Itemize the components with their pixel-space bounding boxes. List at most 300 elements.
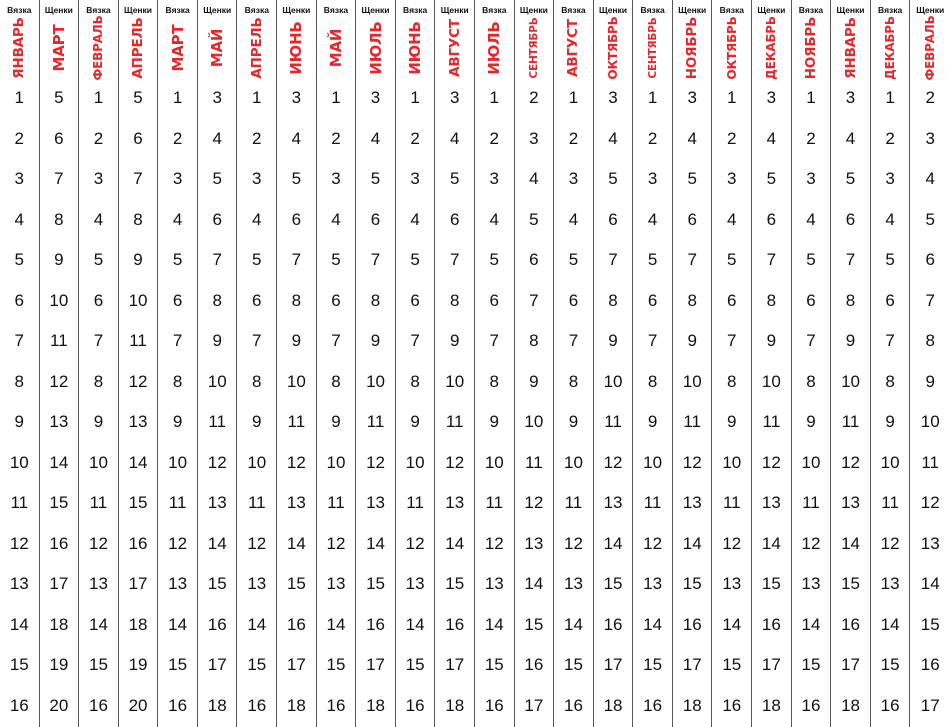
day-number: 4 xyxy=(14,209,25,229)
day-number: 11 xyxy=(525,452,543,472)
day-number: 6 xyxy=(608,209,618,229)
calendar-column xyxy=(633,0,673,727)
day-number: 1 xyxy=(568,88,579,107)
day-number: 9 xyxy=(133,250,143,269)
month-label: ФЕВРАЛЬ xyxy=(923,15,938,81)
day-number: 1 xyxy=(885,88,895,107)
day-number: 17 xyxy=(445,655,465,674)
day-number: 7 xyxy=(568,331,579,350)
day-number: 8 xyxy=(925,331,935,350)
day-number: 11 xyxy=(881,493,899,512)
column-header: Вязка xyxy=(482,5,507,15)
day-number: 9 xyxy=(806,412,816,431)
day-number: 8 xyxy=(885,371,895,391)
day-number: 13 xyxy=(841,493,860,512)
day-number: 8 xyxy=(212,290,222,310)
day-number: 13 xyxy=(524,533,544,553)
day-number: 8 xyxy=(370,290,381,310)
day-number: 5 xyxy=(885,250,895,269)
day-number: 11 xyxy=(841,412,860,431)
day-number: 17 xyxy=(761,655,781,674)
day-number: 12 xyxy=(405,533,425,553)
day-number: 10 xyxy=(286,371,306,391)
day-number: 12 xyxy=(880,533,900,553)
day-number: 11 xyxy=(168,493,187,512)
day-number: 14 xyxy=(643,614,663,634)
day-number: 4 xyxy=(331,209,341,229)
day-number: 6 xyxy=(687,209,697,229)
day-number: 8 xyxy=(727,371,737,391)
day-number: 1 xyxy=(93,88,104,107)
column-header: Щенки xyxy=(44,5,73,15)
day-number: 8 xyxy=(608,290,618,310)
day-number: 8 xyxy=(806,371,816,391)
day-number: 16 xyxy=(9,695,29,715)
day-number: 7 xyxy=(766,250,777,269)
day-number: 4 xyxy=(687,128,697,148)
day-number: 8 xyxy=(54,209,64,229)
day-number: 4 xyxy=(489,209,500,229)
day-number: 9 xyxy=(331,412,341,431)
day-number: 9 xyxy=(54,250,64,269)
day-number: 6 xyxy=(449,209,460,229)
day-number: 15 xyxy=(405,655,425,674)
month-label: АВГУСТ xyxy=(446,19,463,77)
calendar-column xyxy=(356,0,396,727)
day-number: 7 xyxy=(212,250,222,269)
column-header: Вязка xyxy=(323,5,349,15)
day-number: 19 xyxy=(49,655,69,674)
month-label: СЕНТЯБРЬ xyxy=(646,17,659,79)
day-number: 6 xyxy=(291,209,302,229)
day-number: 10 xyxy=(366,371,385,391)
day-number: 11 xyxy=(50,331,68,350)
day-number: 13 xyxy=(484,574,504,593)
day-number: 16 xyxy=(445,614,465,634)
day-number: 14 xyxy=(841,533,860,553)
day-number: 10 xyxy=(761,371,781,391)
day-number: 11 xyxy=(604,412,622,431)
day-number: 14 xyxy=(207,533,227,553)
column-header: Щенки xyxy=(916,5,945,15)
day-number: 12 xyxy=(841,452,860,472)
day-number: 16 xyxy=(603,614,623,634)
day-number: 7 xyxy=(14,331,25,350)
column-header: Вязка xyxy=(719,5,744,15)
day-number: 6 xyxy=(252,290,262,310)
day-number: 10 xyxy=(722,452,742,472)
day-number: 6 xyxy=(925,250,935,269)
day-number: 15 xyxy=(880,655,900,674)
day-number: 14 xyxy=(247,614,267,634)
column-header: Щенки xyxy=(519,5,548,15)
month-label: МАРТ xyxy=(168,24,187,72)
day-number: 11 xyxy=(129,331,147,350)
day-number: 15 xyxy=(247,655,267,674)
calendar-column xyxy=(871,0,911,727)
day-number: 11 xyxy=(762,412,781,431)
column-header: Вязка xyxy=(402,5,428,15)
day-number: 16 xyxy=(761,614,781,634)
day-number: 16 xyxy=(247,695,267,715)
day-number: 14 xyxy=(168,614,188,634)
day-number: 15 xyxy=(524,614,544,634)
day-number: 17 xyxy=(286,655,306,674)
day-number: 13 xyxy=(168,574,188,593)
day-number: 6 xyxy=(845,209,856,229)
day-number: 5 xyxy=(727,250,737,269)
day-number: 7 xyxy=(885,331,895,350)
day-number: 4 xyxy=(925,169,935,188)
day-number: 9 xyxy=(766,331,777,350)
month-label: ИЮНЬ xyxy=(287,21,306,75)
calendar-column xyxy=(119,0,159,727)
month-label: НОЯБРЬ xyxy=(802,16,819,80)
day-number: 9 xyxy=(687,331,697,350)
day-number: 5 xyxy=(172,250,183,269)
month-label: ДЕКАБРЬ xyxy=(764,16,779,80)
day-number: 12 xyxy=(920,493,940,512)
day-number: 9 xyxy=(93,412,104,431)
day-number: 2 xyxy=(885,128,895,148)
day-number: 10 xyxy=(643,452,663,472)
day-number: 10 xyxy=(9,452,29,472)
day-number: 7 xyxy=(252,331,262,350)
day-number: 5 xyxy=(925,209,935,229)
day-number: 3 xyxy=(925,128,935,148)
day-number: 12 xyxy=(326,533,346,553)
day-number: 17 xyxy=(128,574,148,593)
day-number: 16 xyxy=(405,695,425,715)
day-number: 17 xyxy=(682,655,702,674)
day-number: 1 xyxy=(14,88,25,107)
day-number: 6 xyxy=(766,209,777,229)
day-number: 12 xyxy=(366,452,385,472)
day-number: 15 xyxy=(722,655,742,674)
day-number: 7 xyxy=(410,331,420,350)
month-label: ИЮЛЬ xyxy=(485,21,504,75)
day-number: 2 xyxy=(568,128,579,148)
day-number: 9 xyxy=(885,412,895,431)
calendar-column xyxy=(554,0,594,727)
day-number: 12 xyxy=(128,371,148,391)
day-number: 11 xyxy=(10,493,29,512)
day-number: 8 xyxy=(845,290,856,310)
day-number: 9 xyxy=(449,331,460,350)
month-label: МАЙ xyxy=(208,28,227,68)
day-number: 18 xyxy=(682,695,702,715)
day-number: 4 xyxy=(806,209,816,229)
month-label: МАЙ xyxy=(326,28,345,68)
column-header: Вязка xyxy=(877,5,903,15)
day-number: 10 xyxy=(603,371,623,391)
day-number: 6 xyxy=(54,128,64,148)
month-label: АПРЕЛЬ xyxy=(130,17,147,79)
day-number: 2 xyxy=(647,128,658,148)
column-header: Вязка xyxy=(244,5,269,15)
day-number: 4 xyxy=(766,128,777,148)
day-number: 3 xyxy=(212,88,222,107)
calendar-column xyxy=(435,0,475,727)
day-number: 16 xyxy=(128,533,148,553)
day-number: 7 xyxy=(727,331,737,350)
day-number: 10 xyxy=(49,290,69,310)
day-number: 9 xyxy=(410,412,420,431)
day-number: 14 xyxy=(682,533,702,553)
day-number: 15 xyxy=(128,493,148,512)
month-label: ИЮЛЬ xyxy=(366,21,385,75)
day-number: 10 xyxy=(920,412,940,431)
day-number: 8 xyxy=(14,371,25,391)
day-number: 15 xyxy=(682,574,702,593)
calendar-column xyxy=(594,0,634,727)
day-number: 17 xyxy=(366,655,385,674)
day-number: 6 xyxy=(806,290,816,310)
day-number: 18 xyxy=(761,695,781,715)
day-number: 10 xyxy=(88,452,108,472)
calendar-column xyxy=(0,0,40,727)
day-number: 9 xyxy=(727,412,737,431)
day-number: 14 xyxy=(366,533,385,553)
day-number: 2 xyxy=(727,128,737,148)
day-number: 5 xyxy=(212,169,222,188)
day-number: 13 xyxy=(49,412,69,431)
day-number: 16 xyxy=(326,695,346,715)
day-number: 3 xyxy=(647,169,658,188)
day-number: 13 xyxy=(801,574,821,593)
day-number: 15 xyxy=(920,614,940,634)
day-number: 1 xyxy=(252,88,262,107)
day-number: 8 xyxy=(687,290,697,310)
day-number: 3 xyxy=(291,88,302,107)
day-number: 12 xyxy=(722,533,742,553)
calendar-column xyxy=(792,0,832,727)
day-number: 6 xyxy=(370,209,381,229)
day-number: 3 xyxy=(489,169,500,188)
day-number: 12 xyxy=(801,533,821,553)
calendar-column xyxy=(40,0,80,727)
day-number: 7 xyxy=(449,250,460,269)
day-number: 14 xyxy=(603,533,623,553)
day-number: 1 xyxy=(727,88,737,107)
day-number: 14 xyxy=(128,452,148,472)
day-number: 4 xyxy=(212,128,222,148)
day-number: 8 xyxy=(93,371,104,391)
day-number: 6 xyxy=(410,290,420,310)
day-number: 5 xyxy=(489,250,500,269)
month-label: СЕНТЯБРЬ xyxy=(527,17,540,79)
day-number: 5 xyxy=(608,169,618,188)
day-number: 10 xyxy=(207,371,227,391)
day-number: 4 xyxy=(291,128,302,148)
day-number: 11 xyxy=(247,493,266,512)
day-number: 9 xyxy=(608,331,618,350)
day-number: 12 xyxy=(445,452,465,472)
day-number: 11 xyxy=(89,493,108,512)
day-number: 16 xyxy=(168,695,188,715)
day-number: 6 xyxy=(568,290,579,310)
day-number: 17 xyxy=(49,574,69,593)
day-number: 13 xyxy=(9,574,29,593)
day-number: 13 xyxy=(643,574,663,593)
day-number: 9 xyxy=(568,412,579,431)
day-number: 5 xyxy=(93,250,104,269)
day-number: 10 xyxy=(326,452,346,472)
day-number: 5 xyxy=(529,209,539,229)
day-number: 13 xyxy=(286,493,306,512)
day-number: 14 xyxy=(524,574,544,593)
day-number: 5 xyxy=(687,169,697,188)
month-label: ОКТЯБРЬ xyxy=(606,16,621,80)
day-number: 13 xyxy=(761,493,781,512)
day-number: 6 xyxy=(14,290,25,310)
day-number: 9 xyxy=(370,331,381,350)
day-number: 16 xyxy=(722,695,742,715)
calendar-column xyxy=(910,0,950,727)
day-number: 18 xyxy=(207,695,227,715)
day-number: 14 xyxy=(405,614,425,634)
day-number: 2 xyxy=(14,128,25,148)
day-number: 16 xyxy=(643,695,663,715)
day-number: 15 xyxy=(801,655,821,674)
day-number: 16 xyxy=(563,695,583,715)
day-number: 4 xyxy=(568,209,579,229)
day-number: 16 xyxy=(880,695,900,715)
day-number: 2 xyxy=(925,88,935,107)
day-number: 17 xyxy=(207,655,227,674)
day-number: 11 xyxy=(802,493,820,512)
day-number: 6 xyxy=(172,290,183,310)
day-number: 16 xyxy=(841,614,860,634)
day-number: 15 xyxy=(49,493,69,512)
day-number: 12 xyxy=(524,493,544,512)
day-number: 16 xyxy=(286,614,306,634)
day-number: 12 xyxy=(168,533,188,553)
day-number: 14 xyxy=(722,614,742,634)
day-number: 5 xyxy=(845,169,856,188)
day-number: 3 xyxy=(806,169,816,188)
day-number: 13 xyxy=(445,493,465,512)
day-number: 10 xyxy=(682,371,702,391)
day-number: 15 xyxy=(603,574,623,593)
day-number: 18 xyxy=(128,614,148,634)
day-number: 9 xyxy=(212,331,222,350)
calendar-column xyxy=(515,0,555,727)
day-number: 3 xyxy=(885,169,895,188)
day-number: 2 xyxy=(410,128,420,148)
column-header: Щенки xyxy=(124,5,153,15)
day-number: 11 xyxy=(208,412,227,431)
day-number: 9 xyxy=(291,331,302,350)
day-number: 1 xyxy=(647,88,658,107)
calendar-column xyxy=(475,0,515,727)
day-number: 1 xyxy=(806,88,816,107)
month-label: ФЕВРАЛЬ xyxy=(91,15,106,81)
day-number: 18 xyxy=(603,695,623,715)
day-number: 2 xyxy=(489,128,500,148)
month-label: ДЕКАБРЬ xyxy=(883,16,898,80)
day-number: 6 xyxy=(529,250,539,269)
day-number: 7 xyxy=(687,250,697,269)
day-number: 10 xyxy=(168,452,188,472)
day-number: 5 xyxy=(331,250,341,269)
day-number: 2 xyxy=(529,88,539,107)
day-number: 14 xyxy=(920,574,940,593)
day-number: 7 xyxy=(845,250,856,269)
day-number: 17 xyxy=(920,695,940,715)
day-number: 13 xyxy=(405,574,425,593)
day-number: 11 xyxy=(445,412,464,431)
day-number: 11 xyxy=(643,493,662,512)
day-number: 5 xyxy=(370,169,381,188)
month-label: АПРЕЛЬ xyxy=(248,17,265,79)
day-number: 15 xyxy=(286,574,306,593)
day-number: 7 xyxy=(608,250,618,269)
day-number: 5 xyxy=(449,169,460,188)
day-number: 4 xyxy=(727,209,737,229)
day-number: 16 xyxy=(524,655,544,674)
day-number: 15 xyxy=(484,655,504,674)
day-number: 10 xyxy=(563,452,583,472)
day-number: 18 xyxy=(49,614,69,634)
day-number: 13 xyxy=(563,574,583,593)
day-number: 4 xyxy=(370,128,381,148)
day-number: 3 xyxy=(687,88,697,107)
day-number: 18 xyxy=(366,695,385,715)
column-header: Вязка xyxy=(165,5,190,15)
day-number: 6 xyxy=(647,290,658,310)
day-number: 15 xyxy=(761,574,781,593)
day-number: 16 xyxy=(366,614,385,634)
day-number: 8 xyxy=(568,371,579,391)
day-number: 2 xyxy=(172,128,183,148)
day-number: 1 xyxy=(331,88,341,107)
day-number: 12 xyxy=(247,533,267,553)
day-number: 12 xyxy=(761,452,781,472)
day-number: 13 xyxy=(247,574,267,593)
day-number: 4 xyxy=(608,128,618,148)
day-number: 5 xyxy=(54,88,64,107)
day-number: 16 xyxy=(920,655,940,674)
day-number: 11 xyxy=(564,493,583,512)
day-number: 8 xyxy=(647,371,658,391)
day-number: 13 xyxy=(207,493,227,512)
day-number: 9 xyxy=(14,412,25,431)
day-number: 5 xyxy=(133,88,143,107)
day-number: 13 xyxy=(603,493,623,512)
day-number: 6 xyxy=(93,290,104,310)
day-number: 5 xyxy=(568,250,579,269)
day-number: 17 xyxy=(524,695,544,715)
day-number: 6 xyxy=(331,290,341,310)
calendar-column xyxy=(396,0,436,727)
day-number: 16 xyxy=(801,695,821,715)
day-number: 11 xyxy=(287,412,306,431)
day-number: 9 xyxy=(845,331,856,350)
day-number: 15 xyxy=(841,574,860,593)
day-number: 12 xyxy=(88,533,108,553)
calendar-column xyxy=(673,0,713,727)
day-number: 7 xyxy=(370,250,381,269)
day-number: 3 xyxy=(727,169,737,188)
month-label: ЯНВАРЬ xyxy=(842,17,859,79)
day-number: 10 xyxy=(405,452,425,472)
day-number: 6 xyxy=(133,128,143,148)
day-number: 14 xyxy=(326,614,346,634)
column-header: Вязка xyxy=(640,5,665,15)
day-number: 14 xyxy=(445,533,465,553)
day-number: 9 xyxy=(252,412,262,431)
